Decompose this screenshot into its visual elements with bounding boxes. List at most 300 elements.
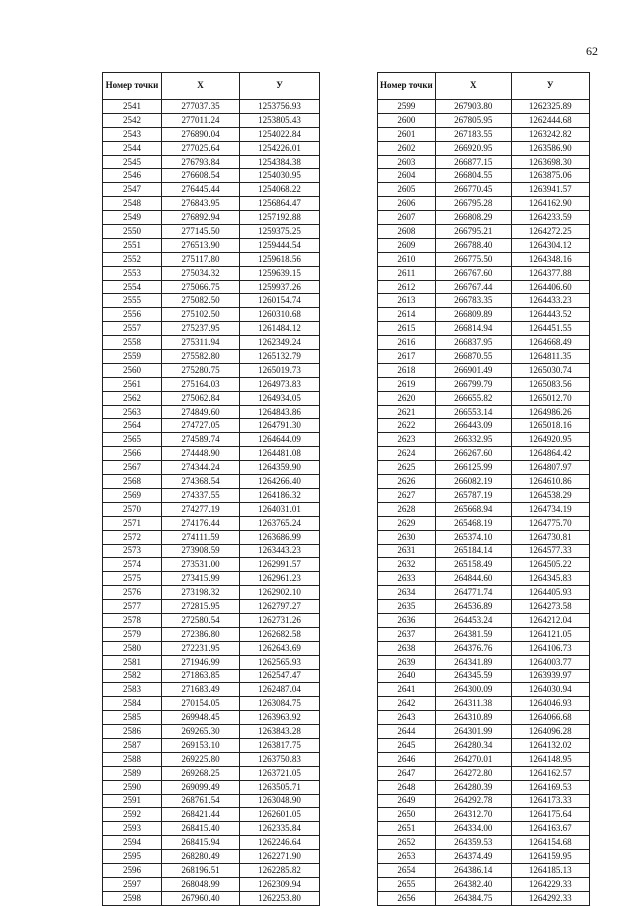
x-coordinate-cell: 275034.32 [162, 266, 240, 280]
point-number-cell: 2621 [378, 405, 436, 419]
point-number-cell: 2602 [378, 141, 436, 155]
y-coordinate-cell: 1264163.67 [511, 822, 589, 836]
table-row [378, 169, 590, 183]
point-number-cell: 2599 [378, 100, 436, 114]
table-row [378, 613, 590, 627]
table-row [378, 100, 590, 114]
point-number-cell: 2589 [103, 766, 162, 780]
point-number-cell: 2557 [103, 322, 162, 336]
y-coordinate-cell: 1264538.29 [511, 488, 589, 502]
y-coordinate-cell: 1259937.26 [240, 280, 320, 294]
y-coordinate-cell: 1264121.05 [511, 627, 589, 641]
y-coordinate-cell: 1263939.97 [511, 669, 589, 683]
y-coordinate-cell: 1264807.97 [511, 461, 589, 475]
x-coordinate-cell: 268761.54 [162, 794, 240, 808]
point-number-cell: 2551 [103, 238, 162, 252]
y-coordinate-cell: 1261484.12 [240, 322, 320, 336]
x-coordinate-cell: 276793.84 [162, 155, 240, 169]
x-coordinate-cell: 265468.19 [435, 516, 511, 530]
y-coordinate-cell: 1260310.68 [240, 308, 320, 322]
point-number-cell: 2563 [103, 405, 162, 419]
x-coordinate-cell: 264384.75 [435, 891, 511, 905]
table-row [103, 127, 320, 141]
x-coordinate-cell: 264771.74 [435, 586, 511, 600]
x-coordinate-cell: 267805.95 [435, 113, 511, 127]
y-coordinate-cell: 1262643.69 [240, 641, 320, 655]
x-coordinate-cell: 275237.95 [162, 322, 240, 336]
x-coordinate-cell: 268280.49 [162, 850, 240, 864]
point-number-cell: 2541 [103, 100, 162, 114]
table-row [103, 600, 320, 614]
y-coordinate-cell: 1264406.60 [511, 280, 589, 294]
x-coordinate-cell: 264376.76 [435, 641, 511, 655]
point-number-cell: 2633 [378, 572, 436, 586]
header-x: Х [435, 73, 511, 100]
table-row [378, 586, 590, 600]
x-coordinate-cell: 274344.24 [162, 461, 240, 475]
x-coordinate-cell: 265158.49 [435, 558, 511, 572]
point-number-cell: 2609 [378, 238, 436, 252]
table-row [103, 752, 320, 766]
y-coordinate-cell: 1257192.88 [240, 211, 320, 225]
y-coordinate-cell: 1264864.42 [511, 447, 589, 461]
point-number-cell: 2546 [103, 169, 162, 183]
table-row [378, 530, 590, 544]
point-number-cell: 2636 [378, 613, 436, 627]
point-number-cell: 2561 [103, 377, 162, 391]
x-coordinate-cell: 264301.99 [435, 725, 511, 739]
point-number-cell: 2573 [103, 544, 162, 558]
point-number-cell: 2603 [378, 155, 436, 169]
point-number-cell: 2646 [378, 752, 436, 766]
point-number-cell: 2549 [103, 211, 162, 225]
x-coordinate-cell: 266770.45 [435, 183, 511, 197]
point-number-cell: 2575 [103, 572, 162, 586]
x-coordinate-cell: 276445.44 [162, 183, 240, 197]
x-coordinate-cell: 277145.50 [162, 225, 240, 239]
point-number-cell: 2632 [378, 558, 436, 572]
point-number-cell: 2544 [103, 141, 162, 155]
table-row [103, 586, 320, 600]
point-number-cell: 2580 [103, 641, 162, 655]
x-coordinate-cell: 272815.95 [162, 600, 240, 614]
x-coordinate-cell: 264536.89 [435, 600, 511, 614]
x-coordinate-cell: 266082.19 [435, 475, 511, 489]
x-coordinate-cell: 266901.49 [435, 363, 511, 377]
table-row [378, 877, 590, 891]
x-coordinate-cell: 276513.90 [162, 238, 240, 252]
point-number-cell: 2542 [103, 113, 162, 127]
table-row [378, 683, 590, 697]
point-number-cell: 2614 [378, 308, 436, 322]
y-coordinate-cell: 1265018.16 [511, 419, 589, 433]
y-coordinate-cell: 1264148.95 [511, 752, 589, 766]
table-row [103, 641, 320, 655]
point-number-cell: 2554 [103, 280, 162, 294]
point-number-cell: 2607 [378, 211, 436, 225]
y-coordinate-cell: 1265083.56 [511, 377, 589, 391]
table-row [378, 502, 590, 516]
x-coordinate-cell: 269099.49 [162, 780, 240, 794]
point-number-cell: 2624 [378, 447, 436, 461]
y-coordinate-cell: 1264304.12 [511, 238, 589, 252]
point-number-cell: 2654 [378, 863, 436, 877]
y-coordinate-cell: 1259444.54 [240, 238, 320, 252]
point-number-cell: 2555 [103, 294, 162, 308]
point-number-cell: 2597 [103, 877, 162, 891]
table-row [103, 711, 320, 725]
table-row [103, 683, 320, 697]
y-coordinate-cell: 1264233.59 [511, 211, 589, 225]
point-number-cell: 2585 [103, 711, 162, 725]
y-coordinate-cell: 1264003.77 [511, 655, 589, 669]
table-row [378, 641, 590, 655]
y-coordinate-cell: 1265019.73 [240, 363, 320, 377]
point-number-cell: 2591 [103, 794, 162, 808]
point-number-cell: 2628 [378, 502, 436, 516]
point-number-cell: 2587 [103, 738, 162, 752]
point-number-cell: 2604 [378, 169, 436, 183]
table-row [103, 863, 320, 877]
x-coordinate-cell: 264311.38 [435, 697, 511, 711]
point-number-cell: 2637 [378, 627, 436, 641]
x-coordinate-cell: 274727.05 [162, 419, 240, 433]
table-row [103, 238, 320, 252]
table-row [103, 280, 320, 294]
y-coordinate-cell: 1264577.33 [511, 544, 589, 558]
x-coordinate-cell: 275102.50 [162, 308, 240, 322]
x-coordinate-cell: 266795.28 [435, 197, 511, 211]
table-row [103, 447, 320, 461]
table-row [103, 738, 320, 752]
x-coordinate-cell: 275062.84 [162, 391, 240, 405]
table-row [378, 725, 590, 739]
y-coordinate-cell: 1254384.38 [240, 155, 320, 169]
x-coordinate-cell: 266808.29 [435, 211, 511, 225]
table-row [378, 419, 590, 433]
x-coordinate-cell: 272580.54 [162, 613, 240, 627]
point-number-cell: 2610 [378, 252, 436, 266]
point-number-cell: 2612 [378, 280, 436, 294]
point-number-cell: 2630 [378, 530, 436, 544]
y-coordinate-cell: 1264031.01 [240, 502, 320, 516]
table-row [378, 794, 590, 808]
point-number-cell: 2553 [103, 266, 162, 280]
y-coordinate-cell: 1253756.93 [240, 100, 320, 114]
x-coordinate-cell: 274277.19 [162, 502, 240, 516]
x-coordinate-cell: 276890.04 [162, 127, 240, 141]
x-coordinate-cell: 275082.50 [162, 294, 240, 308]
point-number-cell: 2606 [378, 197, 436, 211]
x-coordinate-cell: 277025.64 [162, 141, 240, 155]
point-number-cell: 2650 [378, 808, 436, 822]
y-coordinate-cell: 1262731.26 [240, 613, 320, 627]
x-coordinate-cell: 277037.35 [162, 100, 240, 114]
table-row [378, 322, 590, 336]
table-row [378, 113, 590, 127]
x-coordinate-cell: 264844.60 [435, 572, 511, 586]
table-row [103, 169, 320, 183]
y-coordinate-cell: 1263048.90 [240, 794, 320, 808]
point-number-cell: 2581 [103, 655, 162, 669]
table-row [103, 308, 320, 322]
point-number-cell: 2556 [103, 308, 162, 322]
point-number-cell: 2569 [103, 488, 162, 502]
x-coordinate-cell: 266125.99 [435, 461, 511, 475]
table-row [103, 613, 320, 627]
y-coordinate-cell: 1263843.28 [240, 725, 320, 739]
point-number-cell: 2567 [103, 461, 162, 475]
x-coordinate-cell: 268196.51 [162, 863, 240, 877]
table-row [103, 211, 320, 225]
point-number-cell: 2649 [378, 794, 436, 808]
header-y: У [240, 73, 320, 100]
x-coordinate-cell: 275582.80 [162, 350, 240, 364]
y-coordinate-cell: 1264185.13 [511, 863, 589, 877]
point-number-cell: 2616 [378, 336, 436, 350]
table-row [378, 711, 590, 725]
header-x: Х [162, 73, 240, 100]
table-row [103, 377, 320, 391]
x-coordinate-cell: 266877.15 [435, 155, 511, 169]
x-coordinate-cell: 265668.94 [435, 502, 511, 516]
table-row [378, 238, 590, 252]
x-coordinate-cell: 266267.60 [435, 447, 511, 461]
point-number-cell: 2560 [103, 363, 162, 377]
point-number-cell: 2565 [103, 433, 162, 447]
point-number-cell: 2620 [378, 391, 436, 405]
y-coordinate-cell: 1264377.88 [511, 266, 589, 280]
x-coordinate-cell: 269268.25 [162, 766, 240, 780]
table-row [103, 766, 320, 780]
table-row [378, 780, 590, 794]
y-coordinate-cell: 1259639.15 [240, 266, 320, 280]
x-coordinate-cell: 266332.95 [435, 433, 511, 447]
x-coordinate-cell: 266804.55 [435, 169, 511, 183]
x-coordinate-cell: 273531.00 [162, 558, 240, 572]
x-coordinate-cell: 265374.10 [435, 530, 511, 544]
table-row [103, 725, 320, 739]
table-row [103, 850, 320, 864]
point-number-cell: 2562 [103, 391, 162, 405]
table-row [103, 266, 320, 280]
y-coordinate-cell: 1264973.83 [240, 377, 320, 391]
point-number-cell: 2615 [378, 322, 436, 336]
y-coordinate-cell: 1260154.74 [240, 294, 320, 308]
point-number-cell: 2639 [378, 655, 436, 669]
x-coordinate-cell: 269153.10 [162, 738, 240, 752]
table-row [378, 211, 590, 225]
table-row [103, 572, 320, 586]
x-coordinate-cell: 275164.03 [162, 377, 240, 391]
point-number-cell: 2547 [103, 183, 162, 197]
y-coordinate-cell: 1264348.16 [511, 252, 589, 266]
y-coordinate-cell: 1263941.57 [511, 183, 589, 197]
point-number-cell: 2590 [103, 780, 162, 794]
y-coordinate-cell: 1264668.49 [511, 336, 589, 350]
point-number-cell: 2644 [378, 725, 436, 739]
table-row [378, 280, 590, 294]
y-coordinate-cell: 1264186.32 [240, 488, 320, 502]
point-number-cell: 2583 [103, 683, 162, 697]
x-coordinate-cell: 264272.80 [435, 766, 511, 780]
table-row [378, 377, 590, 391]
y-coordinate-cell: 1264292.33 [511, 891, 589, 905]
y-coordinate-cell: 1262487.04 [240, 683, 320, 697]
y-coordinate-cell: 1262601.05 [240, 808, 320, 822]
x-coordinate-cell: 271863.85 [162, 669, 240, 683]
x-coordinate-cell: 274337.55 [162, 488, 240, 502]
y-coordinate-cell: 1264345.83 [511, 572, 589, 586]
table-row [103, 836, 320, 850]
table-row [378, 183, 590, 197]
x-coordinate-cell: 270154.05 [162, 697, 240, 711]
y-coordinate-cell: 1263443.23 [240, 544, 320, 558]
x-coordinate-cell: 264382.40 [435, 877, 511, 891]
header-point-number: Номер точки [378, 73, 436, 100]
point-number-cell: 2572 [103, 530, 162, 544]
y-coordinate-cell: 1264106.73 [511, 641, 589, 655]
point-number-cell: 2645 [378, 738, 436, 752]
table-row [378, 336, 590, 350]
x-coordinate-cell: 264359.53 [435, 836, 511, 850]
table-row [378, 600, 590, 614]
point-number-cell: 2588 [103, 752, 162, 766]
y-coordinate-cell: 1264843.86 [240, 405, 320, 419]
header-point-number: Номер точки [103, 73, 162, 100]
y-coordinate-cell: 1263242.82 [511, 127, 589, 141]
point-number-cell: 2652 [378, 836, 436, 850]
x-coordinate-cell: 264300.09 [435, 683, 511, 697]
x-coordinate-cell: 267183.55 [435, 127, 511, 141]
x-coordinate-cell: 264345.59 [435, 669, 511, 683]
table-row [103, 891, 320, 905]
point-number-cell: 2618 [378, 363, 436, 377]
point-number-cell: 2559 [103, 350, 162, 364]
table-row [103, 697, 320, 711]
x-coordinate-cell: 268048.99 [162, 877, 240, 891]
point-number-cell: 2548 [103, 197, 162, 211]
point-number-cell: 2611 [378, 266, 436, 280]
table-row [103, 155, 320, 169]
table-row [378, 655, 590, 669]
y-coordinate-cell: 1264273.58 [511, 600, 589, 614]
y-coordinate-cell: 1264154.68 [511, 836, 589, 850]
point-number-cell: 2586 [103, 725, 162, 739]
point-number-cell: 2570 [103, 502, 162, 516]
point-number-cell: 2638 [378, 641, 436, 655]
table-row [378, 850, 590, 864]
x-coordinate-cell: 267903.80 [435, 100, 511, 114]
table-row [103, 877, 320, 891]
point-number-cell: 2653 [378, 850, 436, 864]
x-coordinate-cell: 266809.89 [435, 308, 511, 322]
x-coordinate-cell: 266814.94 [435, 322, 511, 336]
x-coordinate-cell: 274176.44 [162, 516, 240, 530]
y-coordinate-cell: 1264433.23 [511, 294, 589, 308]
table-row [103, 363, 320, 377]
table-row [378, 558, 590, 572]
y-coordinate-cell: 1262309.94 [240, 877, 320, 891]
x-coordinate-cell: 264386.14 [435, 863, 511, 877]
x-coordinate-cell: 269225.80 [162, 752, 240, 766]
y-coordinate-cell: 1264451.55 [511, 322, 589, 336]
table-row [378, 752, 590, 766]
table-row [378, 308, 590, 322]
x-coordinate-cell: 271683.49 [162, 683, 240, 697]
point-number-cell: 2631 [378, 544, 436, 558]
x-coordinate-cell: 272231.95 [162, 641, 240, 655]
x-coordinate-cell: 276843.95 [162, 197, 240, 211]
y-coordinate-cell: 1263765.24 [240, 516, 320, 530]
y-coordinate-cell: 1264359.90 [240, 461, 320, 475]
table-row [103, 780, 320, 794]
table-header-row [103, 73, 320, 100]
table-row [103, 794, 320, 808]
point-number-cell: 2594 [103, 836, 162, 850]
y-coordinate-cell: 1264734.19 [511, 502, 589, 516]
y-coordinate-cell: 1264169.53 [511, 780, 589, 794]
point-number-cell: 2596 [103, 863, 162, 877]
x-coordinate-cell: 265787.19 [435, 488, 511, 502]
point-number-cell: 2568 [103, 475, 162, 489]
x-coordinate-cell: 264280.39 [435, 780, 511, 794]
y-coordinate-cell: 1264481.08 [240, 447, 320, 461]
table-row [378, 808, 590, 822]
y-coordinate-cell: 1264212.04 [511, 613, 589, 627]
table-row [378, 447, 590, 461]
y-coordinate-cell: 1264229.33 [511, 877, 589, 891]
x-coordinate-cell: 264280.34 [435, 738, 511, 752]
table-row [378, 697, 590, 711]
point-number-cell: 2647 [378, 766, 436, 780]
point-number-cell: 2564 [103, 419, 162, 433]
point-number-cell: 2640 [378, 669, 436, 683]
y-coordinate-cell: 1259375.25 [240, 225, 320, 239]
x-coordinate-cell: 266837.95 [435, 336, 511, 350]
table-row [378, 544, 590, 558]
point-number-cell: 2622 [378, 419, 436, 433]
point-number-cell: 2655 [378, 877, 436, 891]
table-row [103, 183, 320, 197]
y-coordinate-cell: 1262902.10 [240, 586, 320, 600]
x-coordinate-cell: 266775.50 [435, 252, 511, 266]
point-number-cell: 2592 [103, 808, 162, 822]
y-coordinate-cell: 1264610.86 [511, 475, 589, 489]
point-number-cell: 2635 [378, 600, 436, 614]
table-row [103, 197, 320, 211]
table-body-right [378, 100, 590, 906]
table-row [378, 863, 590, 877]
y-coordinate-cell: 1263084.75 [240, 697, 320, 711]
x-coordinate-cell: 264453.24 [435, 613, 511, 627]
x-coordinate-cell: 266767.60 [435, 266, 511, 280]
table-row [103, 627, 320, 641]
x-coordinate-cell: 274368.54 [162, 475, 240, 489]
point-number-cell: 2593 [103, 822, 162, 836]
table-row [103, 252, 320, 266]
x-coordinate-cell: 264334.00 [435, 822, 511, 836]
x-coordinate-cell: 266795.21 [435, 225, 511, 239]
y-coordinate-cell: 1262349.24 [240, 336, 320, 350]
point-number-cell: 2584 [103, 697, 162, 711]
x-coordinate-cell: 273198.32 [162, 586, 240, 600]
table-row [103, 405, 320, 419]
point-number-cell: 2643 [378, 711, 436, 725]
y-coordinate-cell: 1264730.81 [511, 530, 589, 544]
table-row [378, 488, 590, 502]
y-coordinate-cell: 1262797.27 [240, 600, 320, 614]
